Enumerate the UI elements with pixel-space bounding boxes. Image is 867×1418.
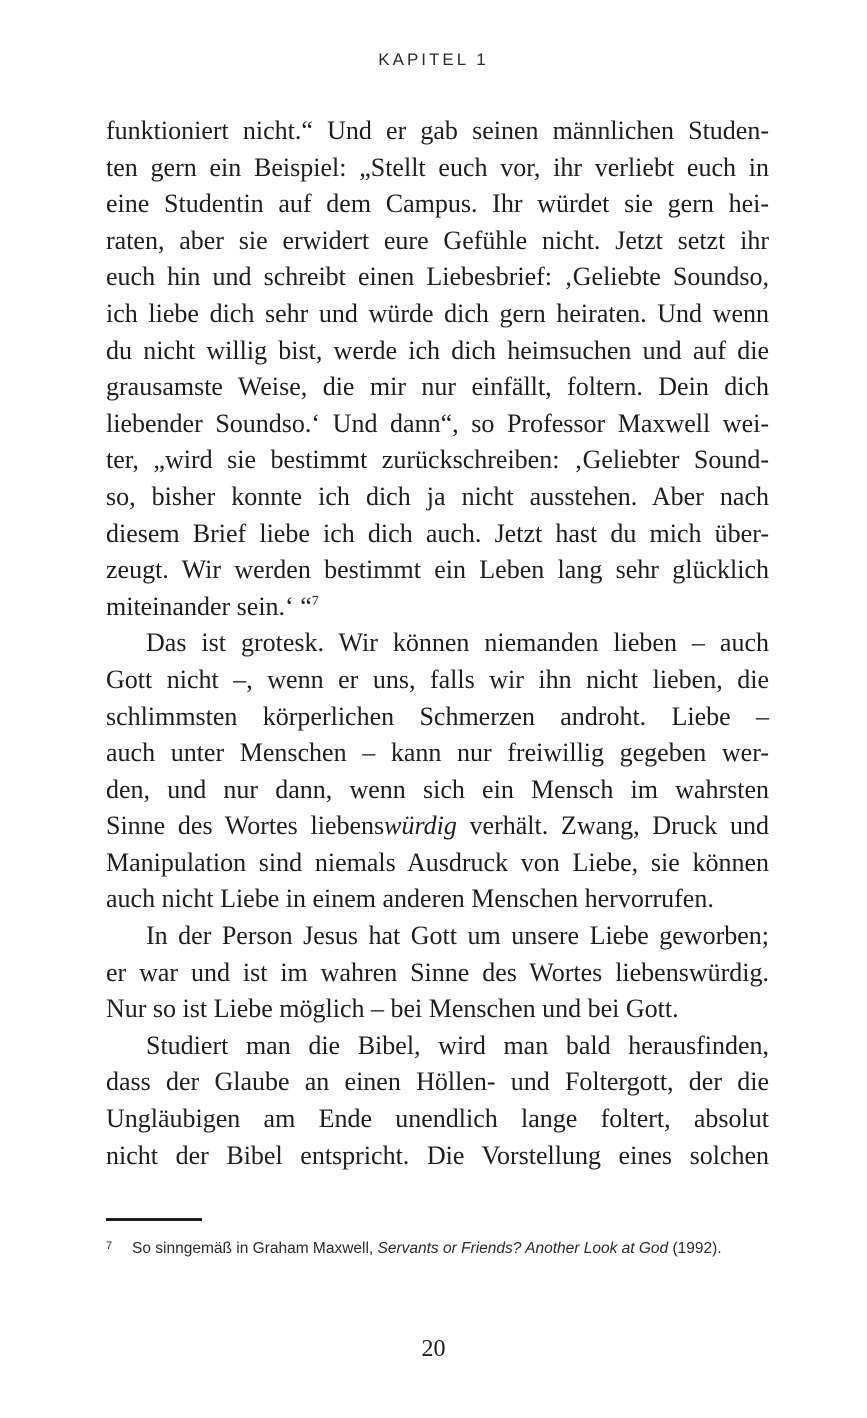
text-line: so, bisher konnte ich dich ja nicht ausstehen. Aber nach <box>106 481 769 511</box>
emphasis-text: würdig <box>384 811 457 841</box>
text-line: auch unter Menschen – kann nur freiwillig gegeben wer- <box>106 738 769 768</box>
text-line: ter, „wird sie bestimmt zurückschreiben: ‚Geliebter Sound- <box>106 445 769 475</box>
text-line: schlimmsten körperlichen Schmerzen androht. Liebe – <box>106 701 769 731</box>
text-line: nicht der Bibel entspricht. Die Vorstellung eines solchen <box>106 1140 769 1170</box>
footnote-reference[interactable]: 7 <box>311 593 319 609</box>
text-line: ten gern ein Beispiel: „Stellt euch vor, ihr verliebt euch in <box>106 152 769 182</box>
footnote-divider <box>106 1218 202 1221</box>
text-line: dass der Glaube an einen Höllen- und Foltergott, der die <box>106 1067 769 1097</box>
text-line: du nicht willig bist, werde ich dich heimsuchen und auf die <box>106 335 769 365</box>
text-line: Studiert man die Bibel, wird man bald herausfinden, <box>146 1030 769 1060</box>
text-line: ich liebe dich sehr und würde dich gern heiraten. Und wenn <box>106 298 769 328</box>
body-text <box>106 113 769 1174</box>
chapter-header: KAPITEL 1 <box>378 50 489 69</box>
text-line: Ungläubigen am Ende unendlich lange foltert, absolut <box>106 1104 769 1134</box>
text-line: Das ist grotesk. Wir können niemanden lieben – auch <box>146 628 769 658</box>
paragraph <box>106 918 769 1028</box>
text-line: Manipulation sind niemals Ausdruck von Liebe, sie können <box>106 847 769 877</box>
page-number: 20 <box>421 1336 446 1362</box>
text-line: liebender Soundso.‘ Und dann“, so Professor Maxwell wei- <box>106 408 769 438</box>
text-line: funktioniert nicht.“ Und er gab seinen männlichen Studen- <box>106 116 769 145</box>
text-line: raten, aber sie erwidert eure Gefühle nicht. Jetzt setzt ihr <box>106 225 769 255</box>
paragraph <box>106 113 769 625</box>
text-fragment: Sinne des Wortes liebens <box>106 811 385 841</box>
footnote-text-part: (1992). <box>668 1240 722 1257</box>
text-line <box>106 808 769 845</box>
footnote-text-part: So sinngemäß in Graham Maxwell, <box>132 1240 378 1257</box>
text-fragment: verhält. Zwang, Druck und <box>456 811 769 841</box>
paragraph <box>106 625 769 918</box>
text-fragment: miteinander sein.‘ “ <box>106 591 312 621</box>
text-line: grausamste Weise, die mir nur einfällt, foltern. Dein dich <box>106 372 769 402</box>
footnote-book-title: Servants or Friends? Another Look at God <box>377 1240 669 1257</box>
text-line: diesem Brief liebe ich dich auch. Jetzt hast du mich über- <box>106 518 769 548</box>
footnote-number: 7 <box>106 1240 113 1252</box>
text-line: euch hin und schreibt einen Liebesbrief: ‚Geliebte Soundso, <box>106 262 769 292</box>
text-line: Gott nicht –, wenn er uns, falls wir ihn nicht lieben, die <box>106 664 769 694</box>
text-line <box>106 589 769 626</box>
text-line: auch nicht Liebe in einem anderen Menschen hervorrufen. <box>106 884 714 914</box>
paragraph <box>106 1028 769 1174</box>
text-line: In der Person Jesus hat Gott um unsere Liebe geworben; <box>146 921 769 951</box>
footnote-text <box>106 1238 769 1260</box>
text-line: eine Studentin auf dem Campus. Ihr würdet sie gern hei- <box>106 189 769 219</box>
footnote <box>106 1238 769 1260</box>
text-line: zeugt. Wir werden bestimmt ein Leben lang sehr glücklich <box>106 555 769 585</box>
text-line: er war und ist im wahren Sinne des Wortes liebenswürdig. <box>106 957 769 987</box>
text-line: Nur so ist Liebe möglich – bei Menschen und bei Gott. <box>106 994 679 1024</box>
text-line: den, und nur dann, wenn sich ein Mensch im wahrsten <box>106 774 769 804</box>
